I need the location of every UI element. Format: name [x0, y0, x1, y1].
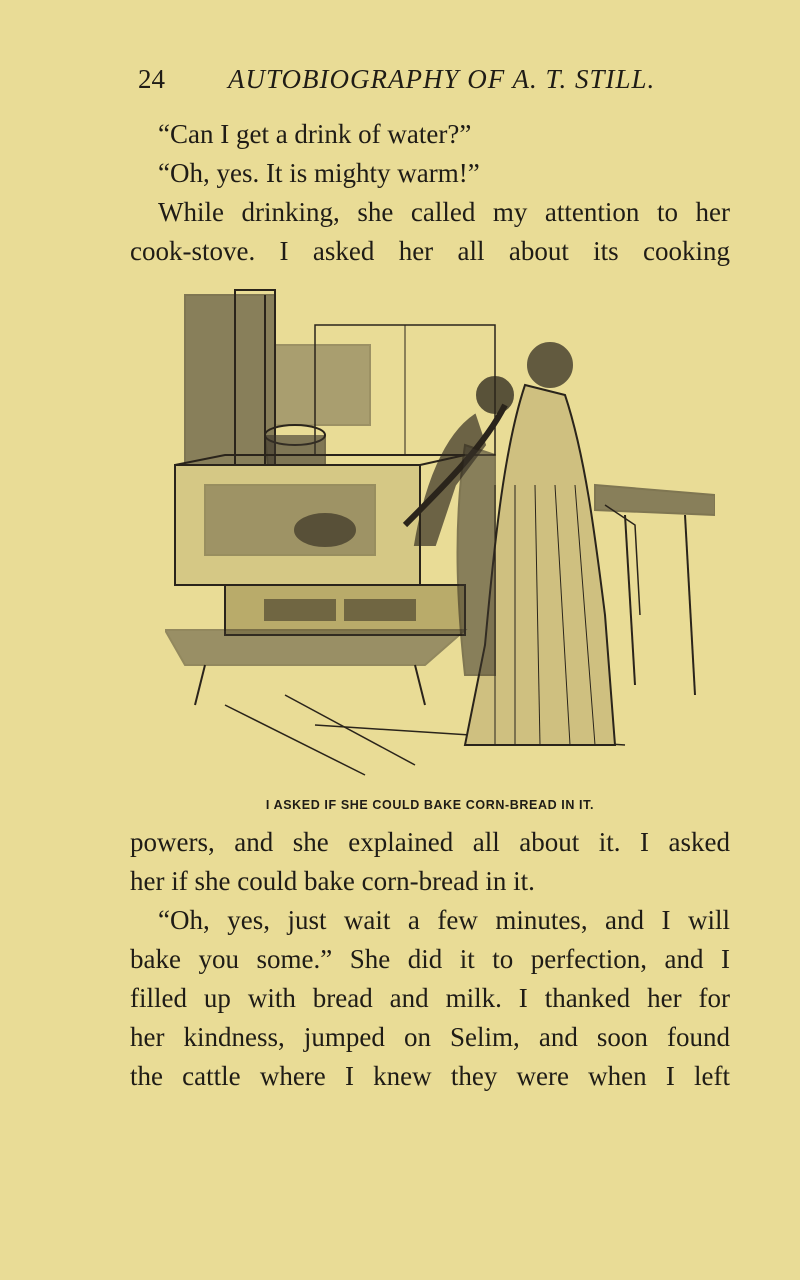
top-paragraphs: [130, 115, 730, 271]
text-line: “Can I get a drink of water?”: [158, 119, 472, 149]
text-line: “Oh, yes. It is mighty warm!”: [158, 158, 480, 188]
running-head: AUTOBIOGRAPHY OF A. T. STILL.: [228, 64, 656, 94]
text-line: cook-stove. I asked her all about its cooking: [130, 236, 730, 266]
text-line: the cattle where I knew they were when I left: [130, 1061, 730, 1091]
page-number: 24: [138, 64, 165, 94]
text-line: filled up with bread and milk. I thanked her for: [130, 983, 730, 1013]
text-line: powers, and she explained all about it. I asked: [130, 827, 730, 857]
text-line: her if she could bake corn-bread in it.: [130, 866, 535, 896]
text-line: “Oh, yes, just wait a few minutes, and I will: [158, 905, 730, 935]
text-line: her kindness, jumped on Selim, and soon found: [130, 1022, 730, 1052]
bottom-paragraphs: [130, 823, 730, 1096]
text-line: bake you some.” She did it to perfection, and I: [130, 944, 730, 974]
text-line: While drinking, she called my attention to her: [158, 197, 730, 227]
figure-caption: I ASKED IF SHE COULD BAKE CORN-BREAD IN IT.: [265, 798, 595, 812]
stove-illustration: [165, 285, 715, 785]
